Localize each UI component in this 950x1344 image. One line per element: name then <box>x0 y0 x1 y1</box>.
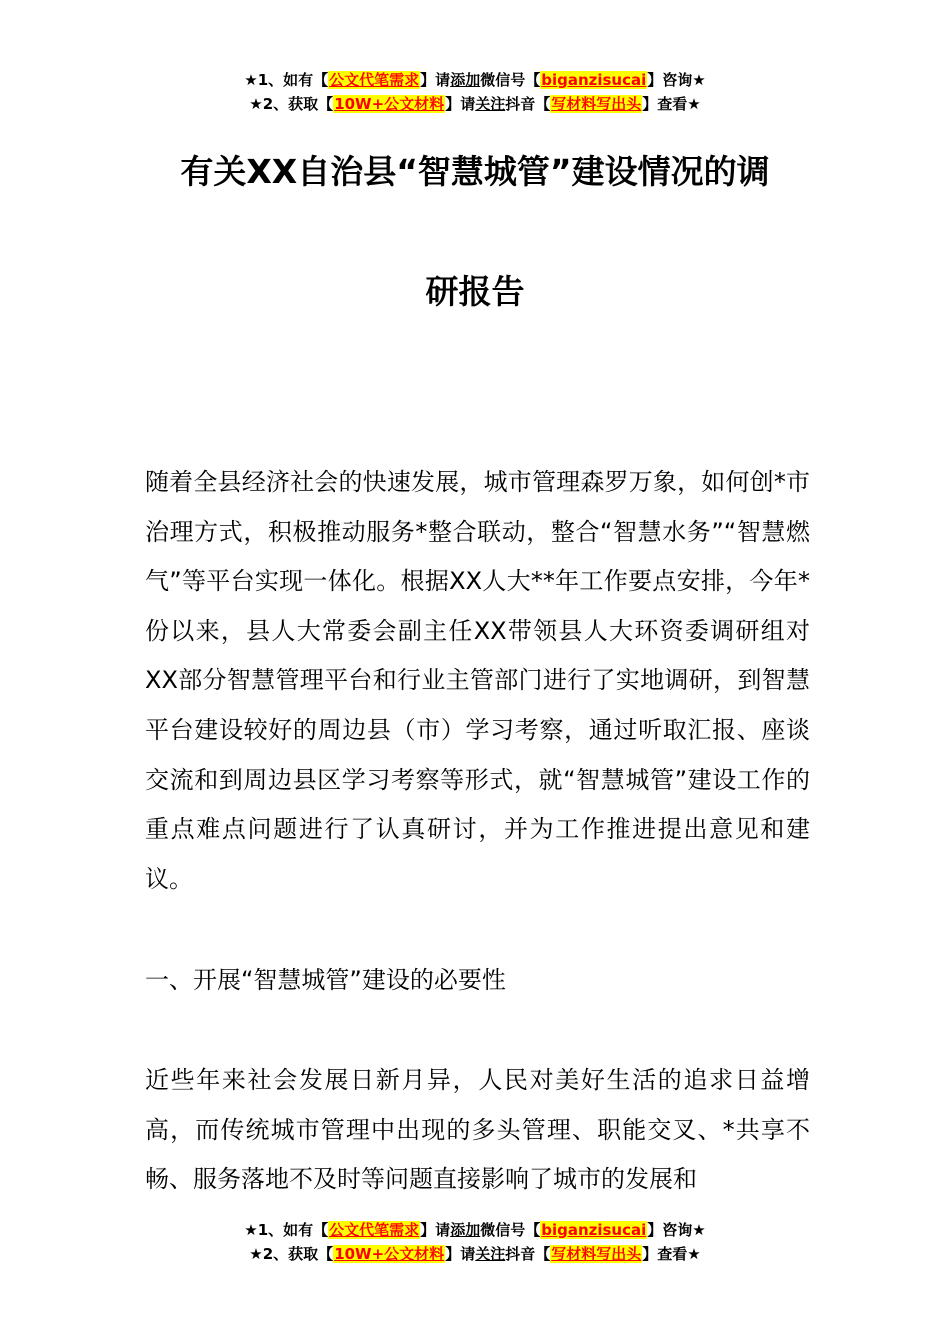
banner-text: 】咨询★ <box>647 1221 706 1239</box>
banner-text: ★2、获取【 <box>249 95 334 113</box>
banner-underline: 添加 <box>450 1221 481 1239</box>
highlight-douyin: 写材料写出头 <box>551 1245 642 1263</box>
banner-line-1 <box>0 1218 950 1242</box>
section-heading-1: 一、开展“智慧城管”建设的必要性 <box>145 966 506 994</box>
banner-text: ★1、如有【 <box>244 71 329 89</box>
page-title-line-1: 有关XX自治县“智慧城管”建设情况的调 <box>180 152 770 191</box>
banner-line-2 <box>0 1242 950 1266</box>
highlight-wechat: biganzisucai <box>541 1221 647 1239</box>
highlight-service: 公文代笔需求 <box>329 1221 420 1239</box>
banner-text: 】请 <box>445 95 476 113</box>
banner-text: 抖音【 <box>505 95 551 113</box>
banner-line-1 <box>0 68 950 92</box>
highlight-wechat: biganzisucai <box>541 71 647 89</box>
banner-text: 】查看★ <box>642 95 701 113</box>
banner-text: 微信号【 <box>480 71 541 89</box>
paragraph-intro: 随着全县经济社会的快速发展，城市管理森罗万象，如何创*市治理方式，积极推动服务*整合联动，整合“智慧水务”“智慧燃气”等平台实现一体化。根据XX人大**年工作要点安排，今年*份以来，县人大常委会副主任XX带领县人大环资委调研组对XX部分智慧管理平台和行业主管部门进行了实地调研，到智慧平台建设较好的周边县（市）学习考察，通过听取汇报、座谈交流和到周边县区学习考察等形式，就“智慧城管”建设工作的重点难点问题进行了认真研讨，并为工作推进提出意见和建议。 <box>145 468 810 893</box>
highlight-materials: 10W+公文材料 <box>334 1245 445 1263</box>
top-banner <box>0 68 950 116</box>
banner-underline: 添加 <box>450 71 481 89</box>
page-title-line-2: 研报告 <box>425 272 525 311</box>
banner-text: 】请 <box>420 1221 451 1239</box>
banner-text: 】请 <box>420 71 451 89</box>
banner-text: 微信号【 <box>480 1221 541 1239</box>
paragraph-section-1: 近些年来社会发展日新月异，人民对美好生活的追求日益增高，而传统城市管理中出现的多头管理、职能交叉、*共享不畅、服务落地不及时等问题直接影响了城市的发展和 <box>145 1066 810 1194</box>
banner-text: ★2、获取【 <box>249 1245 334 1263</box>
highlight-materials: 10W+公文材料 <box>334 95 445 113</box>
banner-text: 】查看★ <box>642 1245 701 1263</box>
banner-text: 】咨询★ <box>647 71 706 89</box>
banner-underline: 关注 <box>475 95 506 113</box>
banner-text: 抖音【 <box>505 1245 551 1263</box>
banner-underline: 关注 <box>475 1245 506 1263</box>
banner-text: ★1、如有【 <box>244 1221 329 1239</box>
banner-line-2 <box>0 92 950 116</box>
highlight-service: 公文代笔需求 <box>329 71 420 89</box>
highlight-douyin: 写材料写出头 <box>551 95 642 113</box>
bottom-banner <box>0 1218 950 1266</box>
banner-text: 】请 <box>445 1245 476 1263</box>
